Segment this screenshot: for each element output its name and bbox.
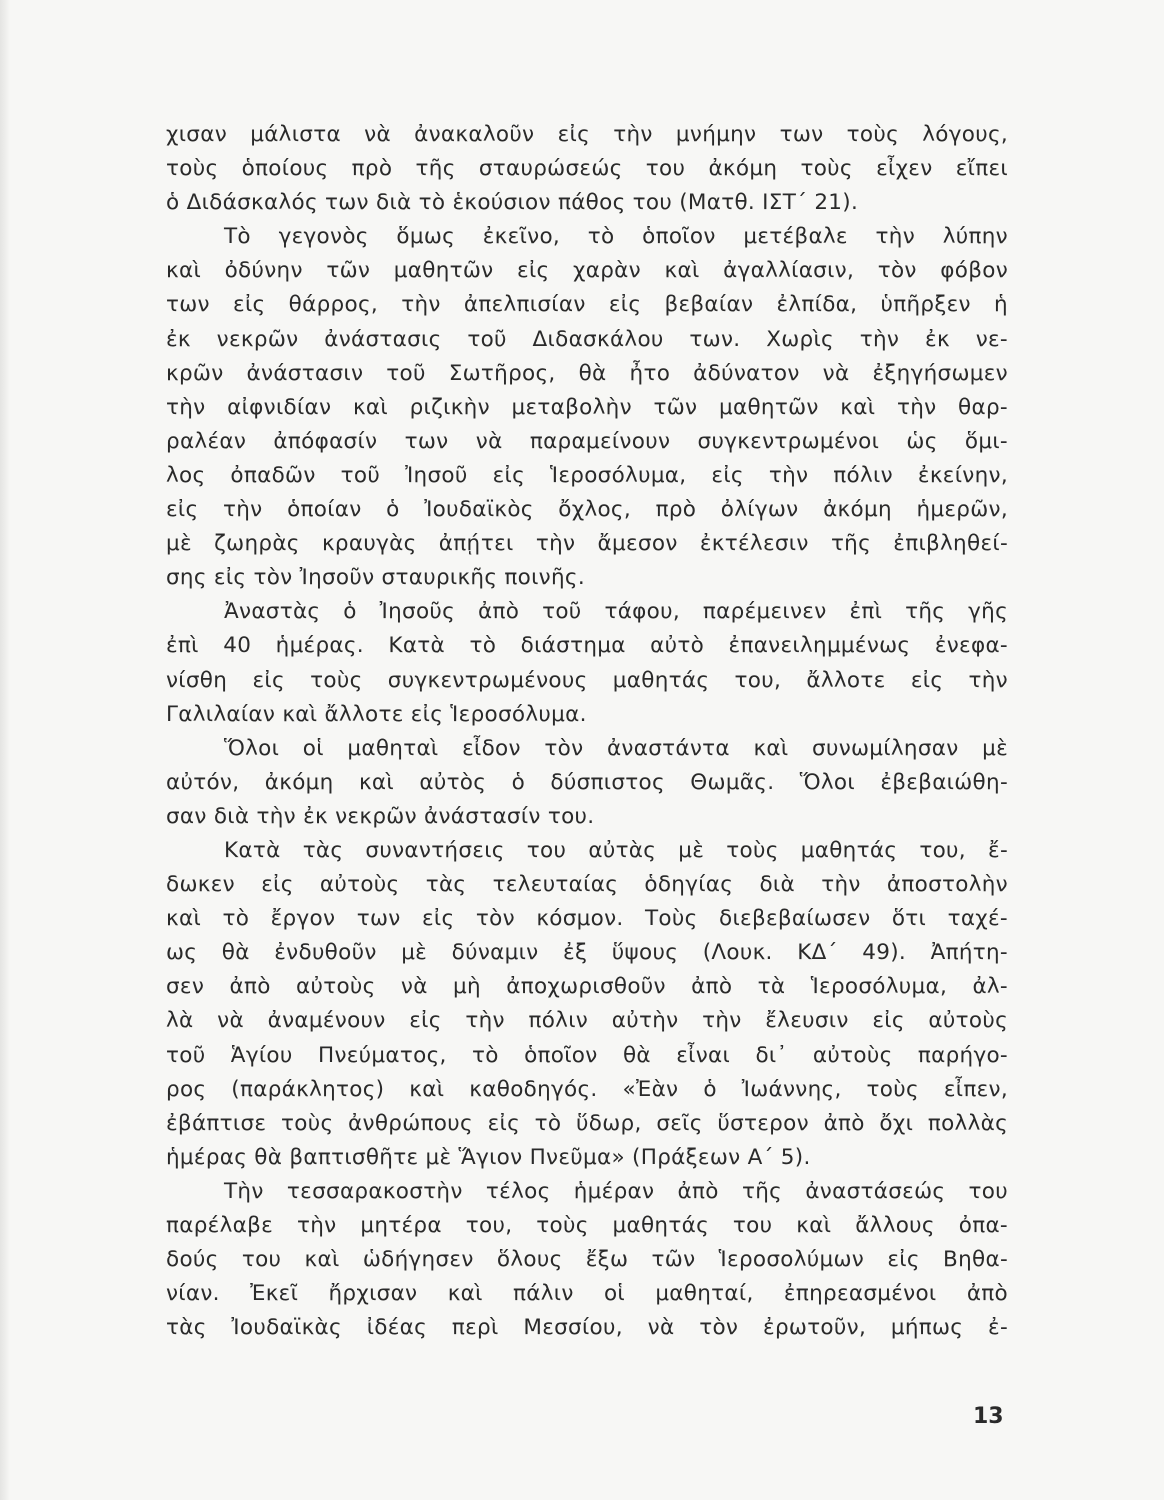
body-text xyxy=(166,118,1008,1345)
text-line: ἐβάπτισε τοὺς ἀνθρώπους εἰς τὸ ὕδωρ, σεῖς ὕστερον ἀπὸ ὄχι πολλὰς xyxy=(166,1110,1008,1136)
text-line: ως θὰ ἐνδυθοῦν μὲ δύναμιν ἐξ ὕψους (Λουκ. ΚΔ΄ 49). Ἀπήτη- xyxy=(166,940,1008,966)
text-line: δωκεν εἰς αὐτοὺς τὰς τελευταίας ὁδηγίας διὰ τὴν ἀποστολὴν xyxy=(166,872,1008,898)
text-line: λὰ νὰ ἀναμένουν εἰς τὴν πόλιν αὐτὴν τὴν ἔλευσιν εἰς αὐτοὺς xyxy=(166,1008,1008,1034)
text-line: ἡμέρας θὰ βαπτισθῆτε μὲ Ἅγιον Πνεῦμα» (Πράξεων Α΄ 5). xyxy=(166,1144,811,1170)
text-line: τὴν αἰφνιδίαν καὶ ριζικὴν μεταβολὴν τῶν μαθητῶν καὶ τὴν θαρ- xyxy=(166,394,1008,420)
text-line: σης εἰς τὸν Ἰησοῦν σταυρικῆς ποινῆς. xyxy=(166,565,585,591)
text-line: καὶ τὸ ἔργον των εἰς τὸν κόσμον. Τοὺς διεβεβαίωσεν ὅτι ταχέ- xyxy=(166,906,1008,932)
page-number: 13 xyxy=(973,1404,1004,1429)
text-line: ραλέαν ἀπόφασίν των νὰ παραμείνουν συγκεντρωμένοι ὡς ὅμι- xyxy=(166,428,1008,454)
text-line: ἐπὶ 40 ἡμέρας. Κατὰ τὸ διάστημα αὐτὸ ἐπανειλημμένως ἐνεφα- xyxy=(166,633,1008,659)
paragraph-start-line: Τὴν τεσσαρακοστὴν τέλος ἡμέραν ἀπὸ τῆς ἀναστάσεώς του xyxy=(224,1178,1008,1204)
text-line: Γαλιλαίαν καὶ ἄλλοτε εἰς Ἱεροσόλυμα. xyxy=(166,701,587,727)
text-line: καὶ ὀδύνην τῶν μαθητῶν εἰς χαρὰν καὶ ἀγαλλίασιν, τὸν φόβον xyxy=(166,258,1008,284)
text-line: μὲ ζωηρὰς κραυγὰς ἀπῄτει τὴν ἄμεσον ἐκτέλεσιν τῆς ἐπιβληθεί- xyxy=(166,531,1008,557)
text-line: δούς του καὶ ὡδήγησεν ὅλους ἔξω τῶν Ἱεροσολύμων εἰς Βηθα- xyxy=(166,1247,1008,1273)
paragraph-start-line: Ἀναστὰς ὁ Ἰησοῦς ἀπὸ τοῦ τάφου, παρέμεινεν ἐπὶ τῆς γῆς xyxy=(224,599,1008,625)
text-line: ὁ Διδάσκαλός των διὰ τὸ ἑκούσιον πάθος του (Ματθ. ΙΣΤ΄ 21). xyxy=(166,190,859,216)
text-line: σαν διὰ τὴν ἐκ νεκρῶν ἀνάστασίν του. xyxy=(166,803,595,829)
text-line: χισαν μάλιστα νὰ ἀνακαλοῦν εἰς τὴν μνήμην των τοὺς λόγους, xyxy=(166,122,1008,147)
text-line: νίσθη εἰς τοὺς συγκεντρωμένους μαθητάς του, ἄλλοτε εἰς τὴν xyxy=(166,667,1008,693)
text-line: εἰς τὴν ὁποίαν ὁ Ἰουδαϊκὸς ὄχλος, πρὸ ὀλίγων ἀκόμη ἡμερῶν, xyxy=(166,497,1008,523)
text-line: ρος (παράκλητος) καὶ καθοδηγός. «Ἐὰν ὁ Ἰωάννης, τοὺς εἶπεν, xyxy=(166,1076,1008,1102)
text-line: λος ὀπαδῶν τοῦ Ἰησοῦ εἰς Ἱεροσόλυμα, εἰς τὴν πόλιν ἐκείνην, xyxy=(166,462,1008,488)
text-line: τοὺς ὁποίους πρὸ τῆς σταυρώσεώς του ἀκόμη τοὺς εἶχεν εἴπει xyxy=(166,156,1008,182)
text-line: τοῦ Ἁγίου Πνεύματος, τὸ ὁποῖον θὰ εἶναι δι᾽ αὐτοὺς παρήγο- xyxy=(166,1042,1008,1068)
text-line: σεν ἀπὸ αὐτοὺς νὰ μὴ ἀποχωρισθοῦν ἀπὸ τὰ Ἱεροσόλυμα, ἀλ- xyxy=(166,974,1008,1000)
text-line: κρῶν ἀνάστασιν τοῦ Σωτῆρος, θὰ ἦτο ἀδύνατον νὰ ἐξηγήσωμεν xyxy=(166,360,1008,386)
text-line: τὰς Ἰουδαϊκὰς ἰδέας περὶ Μεσσίου, νὰ τὸν ἐρωτοῦν, μήπως ἐ- xyxy=(166,1315,1008,1341)
text-line: αὐτόν, ἀκόμη καὶ αὐτὸς ὁ δύσπιστος Θωμᾶς. Ὅλοι ἐβεβαιώθη- xyxy=(166,769,1008,795)
text-line: των εἰς θάρρος, τὴν ἀπελπισίαν εἰς βεβαίαν ἐλπίδα, ὑπῆρξεν ἡ xyxy=(166,292,1008,318)
paragraph-start-line: Κατὰ τὰς συναντήσεις του αὐτὰς μὲ τοὺς μαθητάς του, ἔ- xyxy=(224,837,1008,863)
text-line: παρέλαβε τὴν μητέρα του, τοὺς μαθητάς του καὶ ἄλλους ὀπα- xyxy=(166,1213,1008,1238)
text-line: νίαν. Ἐκεῖ ἤρχισαν καὶ πάλιν οἱ μαθηταί, ἐπηρεασμένοι ἀπὸ xyxy=(166,1281,1008,1307)
text-line: ἐκ νεκρῶν ἀνάστασις τοῦ Διδασκάλου των. Χωρὶς τὴν ἐκ νε- xyxy=(166,326,1008,352)
paragraph-start-line: Ὅλοι οἱ μαθηταὶ εἶδον τὸν ἀναστάντα καὶ συνωμίλησαν μὲ xyxy=(224,735,1008,761)
paragraph-start-line: Τὸ γεγονὸς ὅμως ἐκεῖνο, τὸ ὁποῖον μετέβαλε τὴν λύπην xyxy=(224,224,1008,250)
page-edge-shadow xyxy=(0,0,10,1500)
